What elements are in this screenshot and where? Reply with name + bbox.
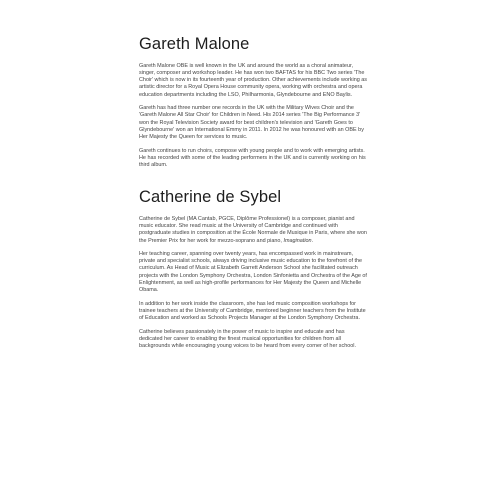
work-title: Imagination <box>283 237 312 244</box>
biographies-page <box>139 34 369 357</box>
bio-paragraph: Catherine believes passionately in the power of music to inspire and educate and has dedicated her career to enabling the finest musical opportunities for children from all backgrounds while encouraging young voices to be heard from every corner of her school. <box>139 328 357 349</box>
bio-gareth-malone <box>139 34 369 169</box>
bio-paragraph: Gareth Malone OBE is well known in the UK and around the world as a choral animateur, singer, composer and workshop leader. He has won two BAFTAS for his BBC Two series 'The Choir' which is now in its fourteenth year of production. Other achievements include working as artistic director for a Royal Opera House community opera, working with orchestra and opera education departments including the LSO, Philharmonia, Glyndebourne and ENO Baylis. <box>139 63 368 98</box>
bio-paragraph: Gareth has had three number one records in the UK with the Military Wives Choir and the 'Gareth Malone All Star Choir' for Children in Need. His 2014 series 'The Big Performance 3' won the Royal Television Society award for best children's television and 'Gareth Goes to Glyndebourne' won an International Emmy in 2011. In 2012 he was honoured with an OBE by Her Majesty the Queen for services to music. <box>139 105 364 140</box>
bio-catherine-de-sybel <box>139 187 369 350</box>
bio-paragraph: Gareth continues to run choirs, compose with young people and to work with emerging artists. He has recorded with some of the leading performers in the UK and is currently working on his third album. <box>139 147 366 168</box>
bio-name-heading: Catherine de Sybel <box>139 188 282 207</box>
bio-paragraph: In addition to her work inside the classroom, she has led music composition workshops for trainee teachers at the University of Cambridge, mentored beginner teachers from the Institute of Education and worked as Schools Projects Manager at the London Symphony Orchestra. <box>139 300 366 321</box>
bio-paragraph: Her teaching career, spanning over twenty years, has encompassed work in mainstream, private and specialist schools, always driving inclusive music education to the forefront of the curriculum. As Head of Music at Elizabeth Garrett Anderson School she facilitated outreach projects with the London Symphony Orchestra, London Sinfonietta and Orchestra of the Age of Enlightenment, as well as high-profile performances for Her Majesty the Queen and Michelle Obama. <box>139 251 367 293</box>
bio-name-heading: Gareth Malone <box>139 35 250 53</box>
bio-paragraph: Catherine de Sybel (MA Cantab, PGCE, Diplôme Professionel) is a composer, pianist and music educator. She read music at the University of Cambridge and continued with postgraduate studies in composition at the École Normale de Musique in Paris, where she won the Premier Prix for her work for mezzo-soprano and piano, Imagination. <box>139 216 367 244</box>
